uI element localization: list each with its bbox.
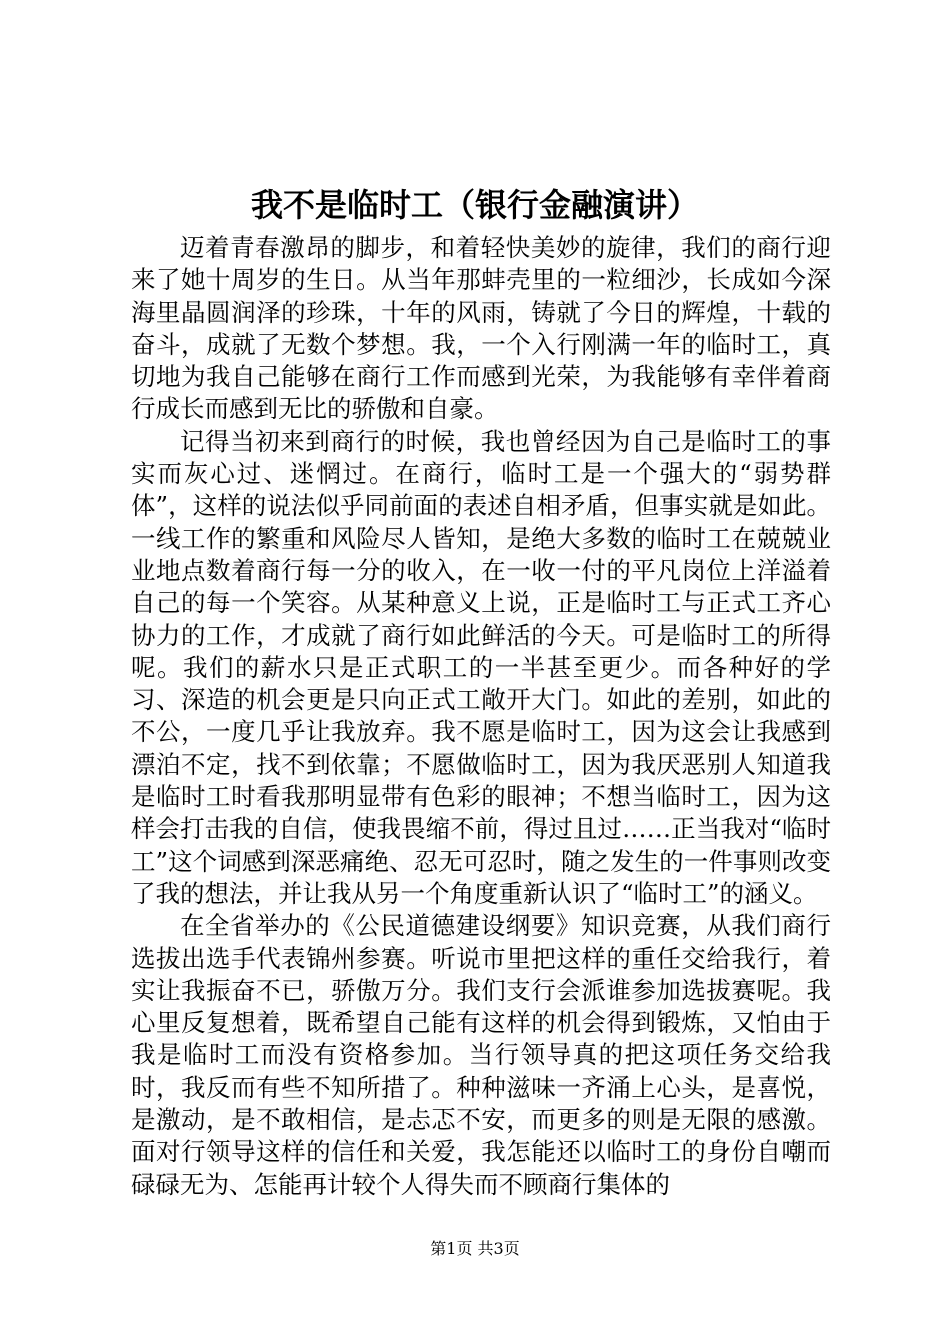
document-body [131,232,831,1201]
paragraph-3: 在全省举办的《公民道德建设纲要》知识竞赛，从我们商行选拔出选手代表锦州参赛。听说市里把这样的重任交给我行，着实让我振奋不已，骄傲万分。我们支行会派谁参加选拔赛呢。我心里反复想着，既希望自己能有这样的机会得到锻炼，又怕由于我是临时工而没有资格参加。当行领导真的把这项任务交给我时，我反而有些不知所措了。种种滋味一齐涌上心头，是喜悦，是激动，是不敢相信，是忐忑不安，而更多的则是无限的感激。面对行领导这样的信任和关爱，我怎能还以临时工的身份自嘲而碌碌无为、怎能再计较个人得失而不顾商行集体的 [131,911,831,1199]
paragraph-1: 迈着青春激昂的脚步，和着轻快美妙的旋律，我们的商行迎来了她十周岁的生日。从当年那蚌壳里的一粒细沙，长成如今深海里晶圆润泽的珍珠，十年的风雨，铸就了今日的辉煌，十载的奋斗，成就了无数个梦想。我，一个入行刚满一年的临时工，真切地为我自己能够在商行工作而感到光荣，为我能够有幸伴着商行成长而感到无比的骄傲和自豪。 [131,233,831,424]
page-footer: 第1页 共3页 [430,1239,520,1258]
paragraph-2: 记得当初来到商行的时候，我也曾经因为自己是临时工的事实而灰心过、迷惘过。在商行，临时工是一个强大的“弱势群体”，这样的说法似乎同前面的表述自相矛盾，但事实就是如此。一线工作的繁重和风险尽人皆知，是绝大多数的临时工在兢兢业业地点数着商行每一分的收入，在一收一付的平凡岗位上洋溢着自己的每一个笑容。从某种意义上说，正是临时工与正式工齐心协力的工作，才成就了商行如此鲜活的今天。可是临时工的所得呢。我们的薪水只是正式职工的一半甚至更少。而各种好的学习、深造的机会更是只向正式工敞开大门。如此的差别，如此的不公，一度几乎让我放弃。我不愿是临时工，因为这会让我感到漂泊不定，找不到依靠；不愿做临时工，因为我厌恶别人知道我是临时工时看我那明显带有色彩的眼神；不想当临时工，因为这样会打击我的自信，使我畏缩不前，得过且过……正当我对“临时工”这个词感到深恶痛绝、忍无可忍时，随之发生的一件事则改变了我的想法，并让我从另一个角度重新认识了“临时工”的涵义。 [131,426,831,908]
document-title: 我不是临时工（银行金融演讲） [250,186,699,224]
